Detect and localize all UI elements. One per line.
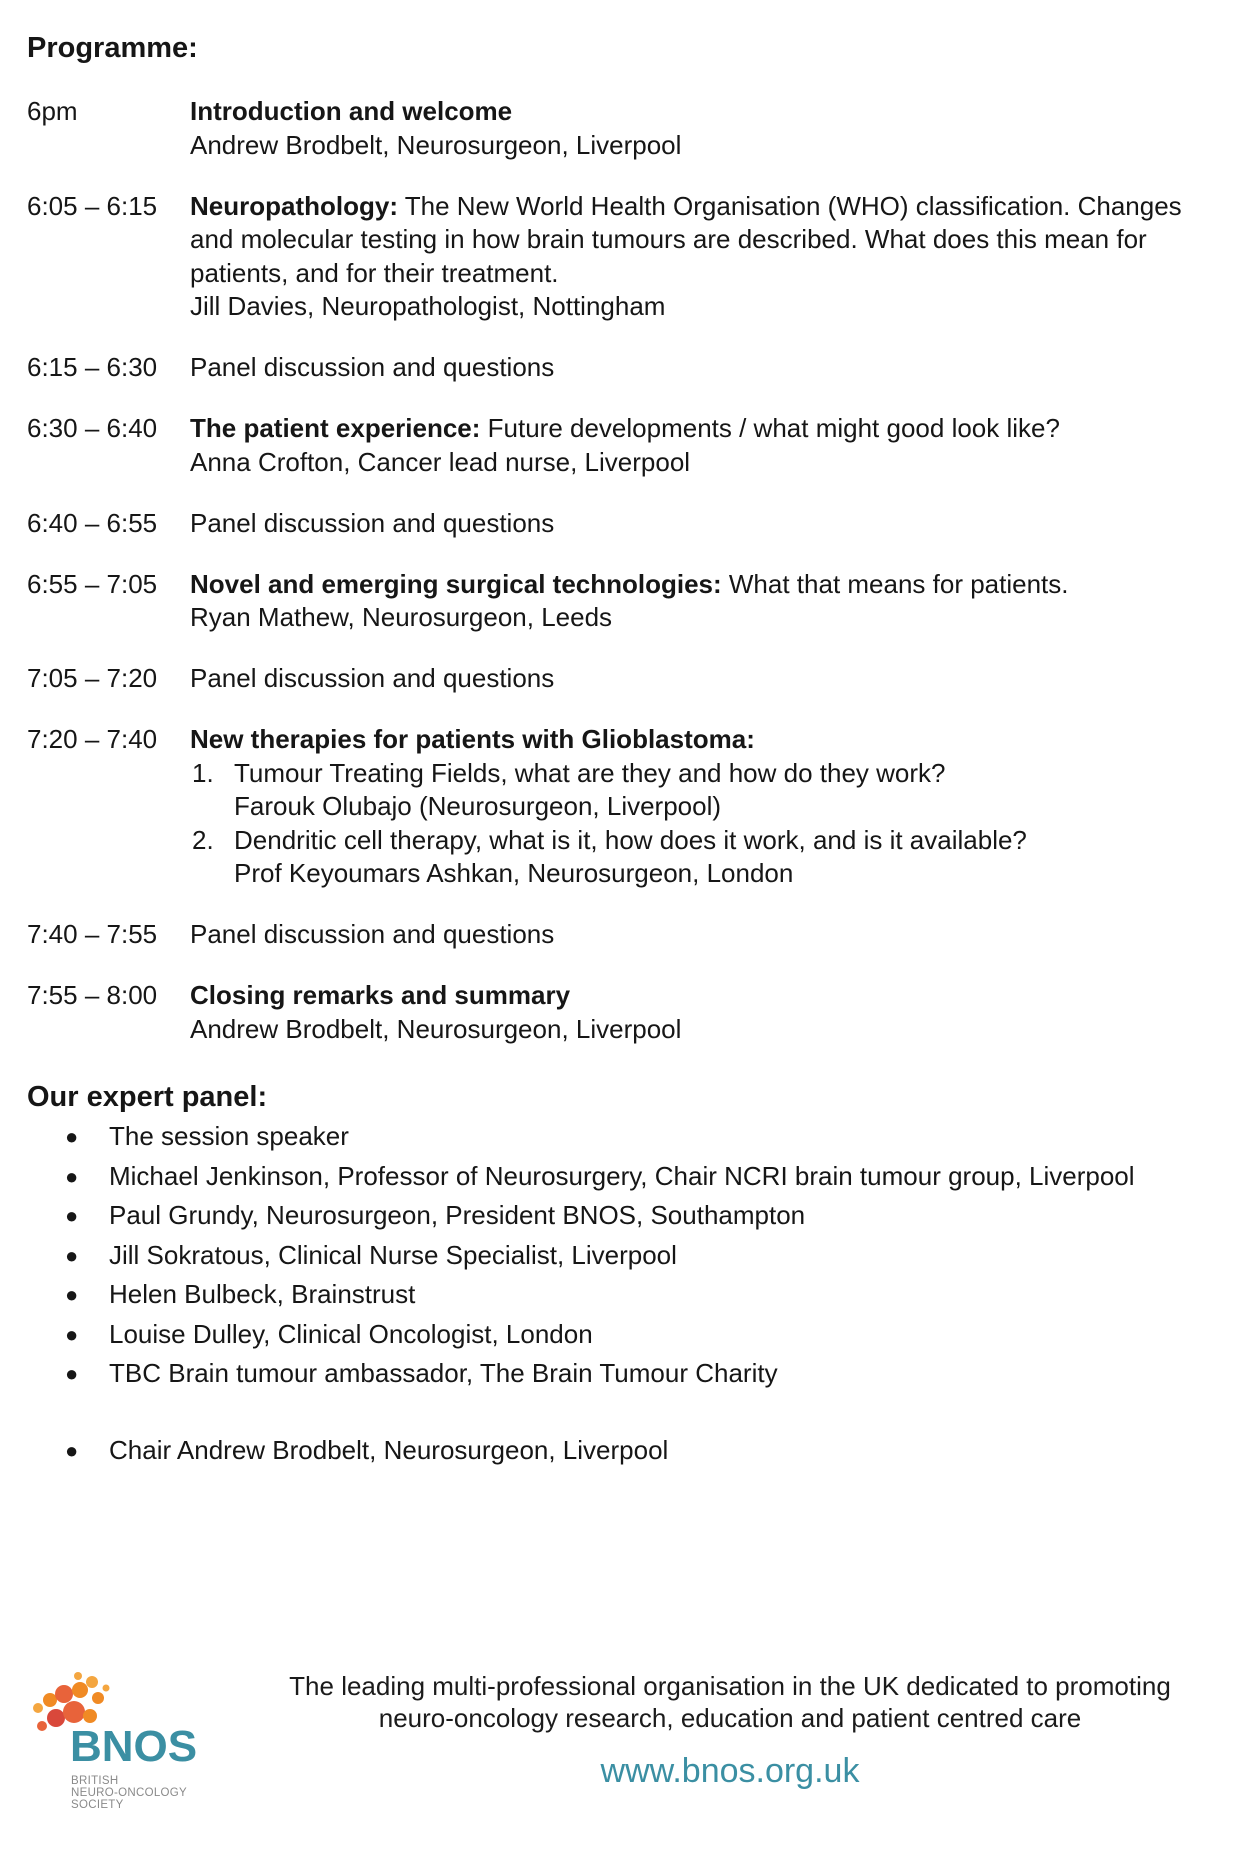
logo-sub-line: SOCIETY bbox=[71, 1799, 124, 1811]
item-title: Neuropathology: bbox=[190, 190, 398, 221]
panel-member-text: Paul Grundy, Neurosurgeon, President BNOS, Southampton bbox=[109, 1200, 806, 1230]
item-title: Closing remarks and summary bbox=[190, 980, 571, 1010]
bullet-icon: ● bbox=[65, 1361, 79, 1386]
item-time: 7:40 – 7:55 bbox=[27, 919, 158, 949]
panel-member bbox=[27, 1354, 1227, 1394]
website-link[interactable]: www.bnos.org.uk bbox=[600, 1752, 860, 1790]
item-time: 6:55 – 7:05 bbox=[27, 568, 158, 599]
bullet-icon: ● bbox=[65, 1124, 79, 1149]
logo-wordmark: BNOS bbox=[70, 1722, 198, 1771]
item-description bbox=[190, 190, 1222, 324]
programme-item bbox=[27, 351, 1222, 385]
programme-item bbox=[27, 412, 1222, 479]
item-text: Panel discussion and questions bbox=[190, 507, 555, 538]
item-text: Panel discussion and questions bbox=[190, 919, 555, 949]
item-title: New therapies for patients with Glioblastoma: bbox=[190, 724, 755, 754]
item-description bbox=[190, 979, 1222, 1046]
bullet-icon: ● bbox=[65, 1163, 79, 1189]
sub-topic-text: Tumour Treating Fields, what are they and how do they work? bbox=[234, 757, 946, 788]
item-description bbox=[190, 95, 1222, 162]
panel-member-text: Michael Jenkinson, Professor of Neurosurgery, Chair NCRI brain tumour group, Liverpool bbox=[109, 1160, 1135, 1191]
panel-member-text: Jill Sokratous, Clinical Nurse Specialist, Liverpool bbox=[109, 1239, 677, 1270]
item-speaker: Ryan Mathew, Neurosurgeon, Leeds bbox=[190, 602, 613, 632]
expert-panel-list bbox=[27, 1117, 1227, 1470]
sub-topic-number: 1. bbox=[192, 757, 214, 788]
logo-subtitle bbox=[71, 1775, 187, 1811]
programme-item bbox=[27, 507, 1222, 541]
programme-list bbox=[27, 95, 1222, 1074]
panel-member-text: Chair Andrew Brodbelt, Neurosurgeon, Liverpool bbox=[109, 1434, 669, 1465]
item-speaker: Anna Crofton, Cancer lead nurse, Liverpool bbox=[190, 446, 691, 477]
programme-item bbox=[27, 662, 1222, 696]
panel-member bbox=[27, 1431, 1227, 1471]
item-description bbox=[190, 918, 1222, 952]
item-time: 7:05 – 7:20 bbox=[27, 663, 158, 693]
panel-member-text: Louise Dulley, Clinical Oncologist, London bbox=[109, 1318, 593, 1349]
item-speaker: Jill Davies, Neuropathologist, Nottingham bbox=[190, 291, 666, 321]
panel-member bbox=[27, 1315, 1227, 1355]
item-text: What that means for patients. bbox=[721, 568, 1069, 599]
tagline-line: The leading multi-professional organisation in the UK dedicated to promoting bbox=[289, 1671, 1171, 1701]
programme-item bbox=[27, 918, 1222, 952]
sub-topic-speaker: Farouk Olubajo (Neurosurgeon, Liverpool) bbox=[234, 791, 722, 821]
item-description bbox=[190, 568, 1222, 635]
footer-tagline bbox=[250, 1670, 1210, 1734]
item-description bbox=[190, 662, 1222, 696]
panel-member-text: The session speaker bbox=[109, 1121, 349, 1151]
item-text: Panel discussion and questions bbox=[190, 352, 555, 382]
sub-topic-list bbox=[190, 757, 1222, 891]
logo-sub-line: NEURO-ONCOLOGY bbox=[71, 1787, 188, 1799]
item-speaker: Andrew Brodbelt, Neurosurgeon, Liverpool bbox=[190, 129, 682, 160]
sub-topic bbox=[190, 824, 1222, 891]
sub-topic-number: 2. bbox=[192, 824, 214, 855]
item-speaker: Andrew Brodbelt, Neurosurgeon, Liverpool bbox=[190, 1013, 682, 1044]
item-title: The patient experience: bbox=[190, 413, 481, 443]
programme-heading: Programme: bbox=[27, 32, 198, 64]
bullet-icon: ● bbox=[65, 1203, 79, 1228]
panel-member bbox=[27, 1117, 1227, 1157]
item-description bbox=[190, 507, 1222, 541]
panel-member-text: Helen Bulbeck, Brainstrust bbox=[109, 1279, 416, 1309]
item-time: 6:40 – 6:55 bbox=[27, 507, 158, 538]
item-text: Future developments / what might good look like? bbox=[480, 413, 1060, 443]
panel-member-text: TBC Brain tumour ambassador, The Brain Tumour Charity bbox=[109, 1358, 778, 1388]
programme-item bbox=[27, 723, 1222, 891]
expert-panel-heading: Our expert panel: bbox=[27, 1081, 268, 1113]
item-time: 6:05 – 6:15 bbox=[27, 190, 158, 221]
item-description bbox=[190, 412, 1222, 479]
bullet-icon: ● bbox=[65, 1282, 79, 1307]
panel-member bbox=[27, 1236, 1227, 1276]
item-description bbox=[190, 351, 1222, 385]
item-title: Novel and emerging surgical technologies: bbox=[190, 568, 722, 599]
sub-topic bbox=[190, 757, 1222, 824]
item-description bbox=[190, 723, 1222, 891]
programme-item bbox=[27, 979, 1222, 1046]
item-time: 6:30 – 6:40 bbox=[27, 413, 158, 443]
logo-sub-line: BRITISH bbox=[71, 1775, 119, 1787]
panel-member bbox=[27, 1157, 1227, 1197]
panel-member bbox=[27, 1275, 1227, 1315]
programme-item bbox=[27, 190, 1222, 324]
bullet-icon: ● bbox=[65, 1321, 79, 1347]
panel-member bbox=[27, 1196, 1227, 1236]
bullet-icon: ● bbox=[65, 1242, 79, 1268]
item-text: Panel discussion and questions bbox=[190, 663, 555, 693]
tagline-line: neuro-oncology research, education and patient centred care bbox=[378, 1703, 1082, 1733]
item-time: 6:15 – 6:30 bbox=[27, 352, 158, 382]
item-text: The New World Health Organisation (WHO) classification. Changes and molecular testing in how brain tumours are described. What does this mean for patients, and for their treatment. bbox=[190, 190, 1182, 288]
programme-item bbox=[27, 95, 1222, 162]
sub-topic-speaker: Prof Keyoumars Ashkan, Neurosurgeon, London bbox=[234, 858, 794, 888]
item-time: 6pm bbox=[27, 96, 78, 126]
item-time: 7:55 – 8:00 bbox=[27, 980, 158, 1010]
item-time: 7:20 – 7:40 bbox=[27, 724, 158, 754]
item-title: Introduction and welcome bbox=[190, 96, 513, 126]
bullet-icon: ● bbox=[65, 1437, 79, 1463]
programme-item bbox=[27, 568, 1222, 635]
sub-topic-text: Dendritic cell therapy, what is it, how does it work, and is it available? bbox=[234, 824, 1027, 855]
bnos-logo bbox=[28, 1668, 218, 1818]
